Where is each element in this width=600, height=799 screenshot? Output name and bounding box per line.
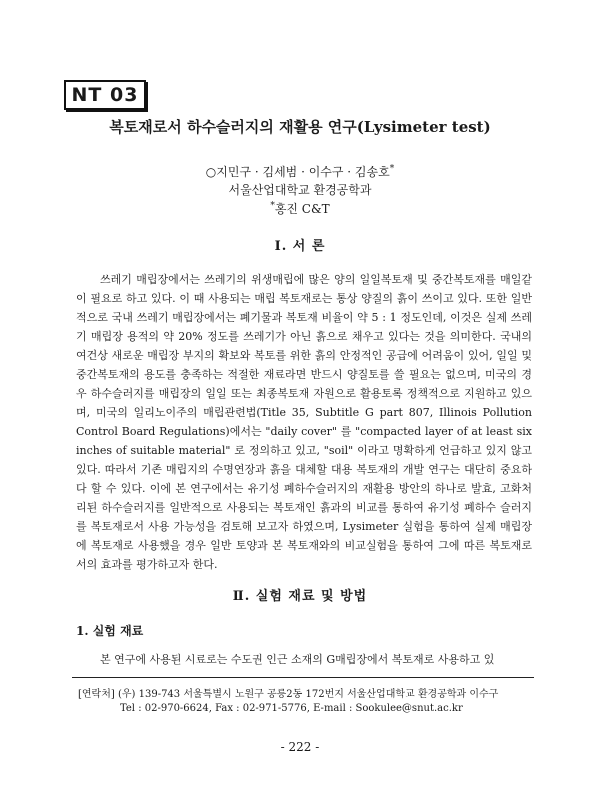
footnote-divider xyxy=(72,677,534,678)
author-list xyxy=(0,163,600,180)
page-number: - 222 - xyxy=(280,740,320,754)
affiliation-secondary-name: 홍진 C&T xyxy=(274,202,330,216)
paper-label-box: NT 03 xyxy=(64,80,146,110)
affiliation-secondary xyxy=(0,200,600,217)
contact-phone-email: Tel : 02-970-6624, Fax : 02-971-5776, E-mail : Sookulee@snut.ac.kr xyxy=(120,703,463,714)
contact-address: [연락처] (우) 139-743 서울특별시 노원구 공릉2동 172번지 서울산업대학교 환경공학과 이수구 xyxy=(78,689,499,700)
author-names: ○지민구 · 김세범 · 이수구 · 김송호 xyxy=(205,165,390,179)
affiliation-primary: 서울산업대학교 환경공학과 xyxy=(228,183,372,197)
materials-paragraph: 본 연구에 사용된 시료로는 수도권 인근 소재의 G매립장에서 복토재로 사용하고 있 xyxy=(100,653,495,666)
paper-title: 복토재로서 하수슬러지의 재활용 연구(Lysimeter test) xyxy=(109,118,491,136)
section-heading-methods: Ⅱ. 실험 재료 및 방법 xyxy=(232,589,368,604)
author-affiliation-mark: * xyxy=(389,164,395,174)
subsection-heading-materials: 1. 실험 재료 xyxy=(76,624,144,638)
affiliation-mark: * xyxy=(270,201,275,211)
introduction-paragraph: 쓰레기 매립장에서는 쓰레기의 위생매립에 많은 양의 일일복토재 및 중간복토재를 매일같이 필요로 하고 있다. 이 때 사용되는 매립 복토재로는 통상 양질의 흙이 쓰이고 있다. 또한 일반적으로 국내 쓰레기 매립장에서는 폐기물과 복토재 비율이 약 5 : 1 정도인데, 이것은 실제 쓰레기 매립장 용적의 약 20% 정도를 쓰레기가 아닌 흙으로 채우고 있다는 것을 의미한다. 국내의 여건상 새로운 매립장 부지의 확보와 복토를 위한 흙의 안정적인 공급에 어려움이 있어, 일일 및 중간복토재의 용도를 충족하는 적절한 재료라면 반드시 양질토를 쓸 필요는 없으며, 미국의 경우 하수슬러지를 매립장의 일일 또는 최종복토재 자원으로 활용토록 정책적으로 지원하고 있으며, 미국의 일리노이주의 매립관련법(Title 35, Subtitle G part 807, Illinois Pollution Control Board Regulations)에서는 "daily cover" 를 "compacted layer of at least six inches of suitable material" 로 정의하고 있고, "soil" 이라고 명확하게 언급하고 있지 않고 있다. 따라서 기존 매립지의 수명연장과 흙을 대체할 대용 복토재의 개발 연구는 대단히 중요하다 할 수 있다. 이에 본 연구에서는 유기성 폐하수슬러지의 재활용 방안의 하나로 발효, 고화처리된 하수슬러지를 일반적으로 사용되는 복토재인 흙과의 비교를 통하여 유기성 폐하수 슬러지를 복토재로서 사용 가능성을 검토해 보고자 하였으며, Lysimeter 실험을 통하여 실제 매립장에 복토재로 사용했을 경우 일반 토양과 본 복토재와의 비교실험을 통하여 그에 따른 복토재로서의 효과를 평가하고자 한다. xyxy=(76,273,532,571)
section-heading-introduction: Ⅰ. 서 론 xyxy=(274,239,326,254)
introduction-body xyxy=(76,270,532,574)
